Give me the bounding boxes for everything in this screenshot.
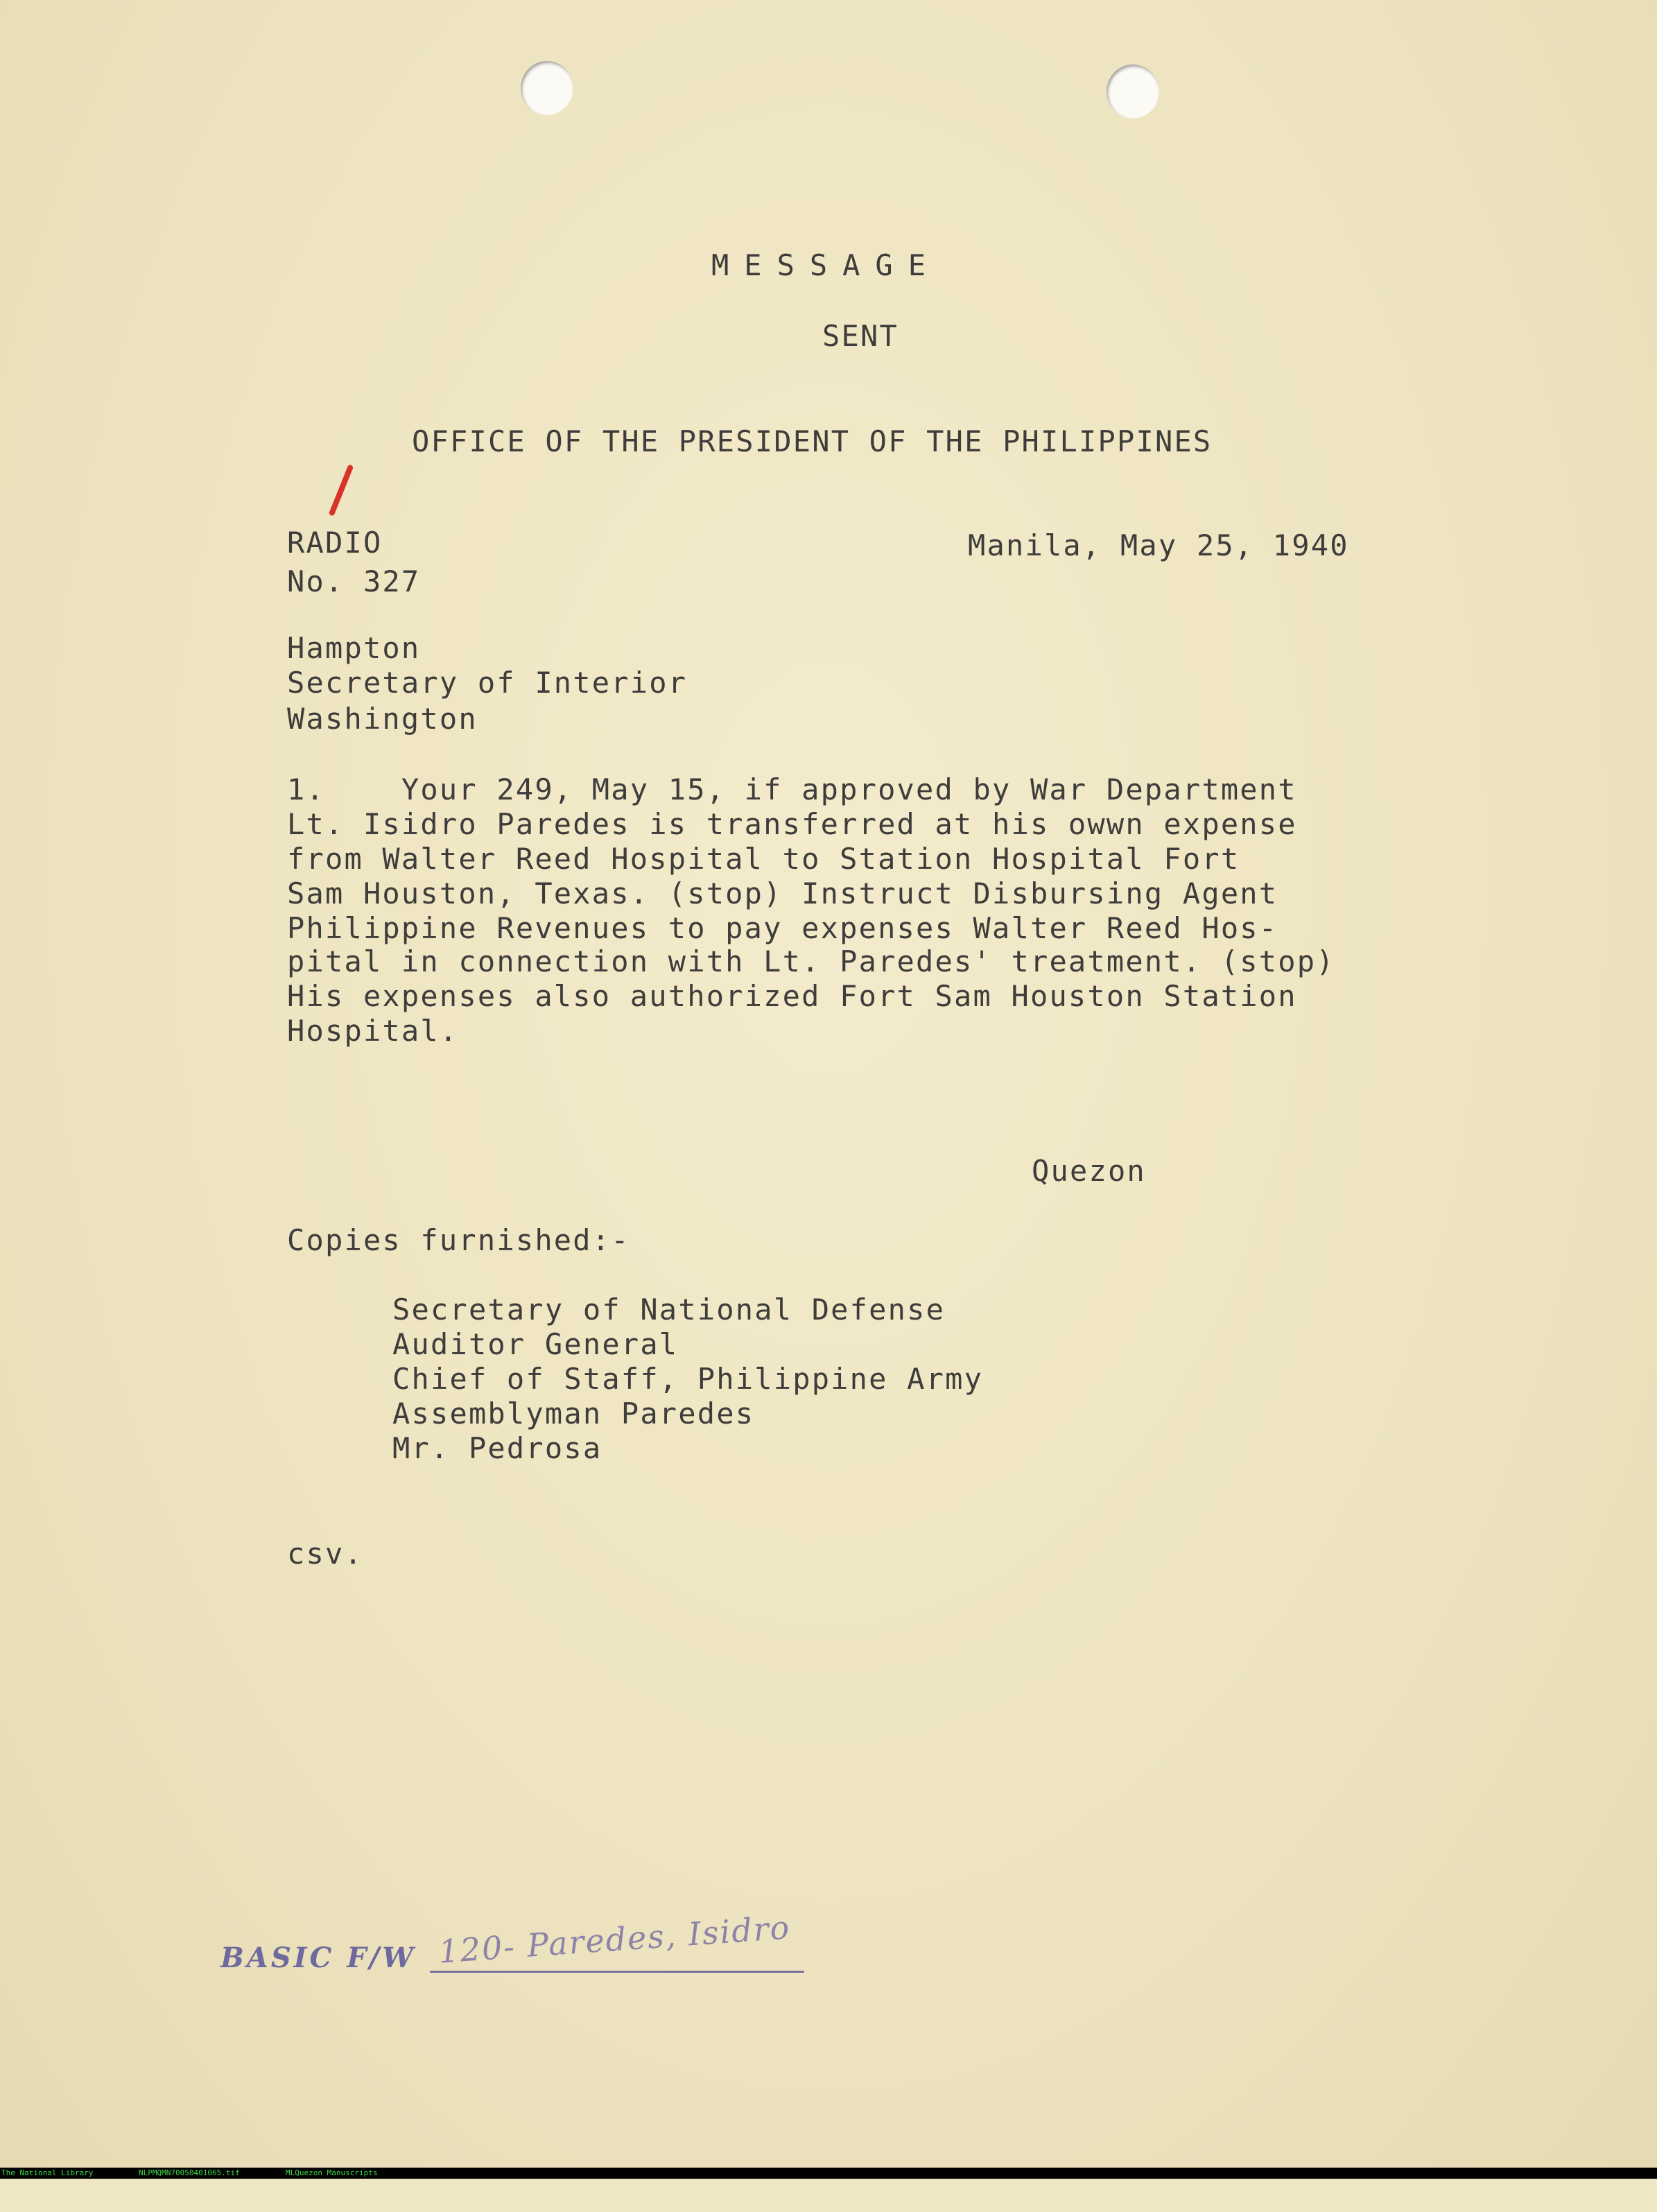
radio-number: No. 327 [287, 564, 421, 598]
typist-initials: csv. [287, 1537, 363, 1571]
body-line: Lt. Isidro Paredes is transferred at his owwn expense [287, 807, 1297, 841]
stamp-underline [430, 1971, 804, 1973]
signature: Quezon [1032, 1154, 1146, 1188]
place-date: Manila, May 25, 1940 [968, 528, 1349, 562]
body-line: from Walter Reed Hospital to Station Hospital Fort [287, 842, 1240, 876]
body-line: Hospital. [287, 1014, 459, 1048]
footer-file: NLPMQMN70050401065.tif [139, 2168, 240, 2177]
copy-recipient: Mr. Pedrosa [392, 1431, 602, 1465]
office-heading: OFFICE OF THE PRESIDENT OF THE PHILIPPINES [412, 424, 1213, 458]
footer-collection: MLQuezon Manuscripts [286, 2168, 378, 2177]
punch-hole-right [1107, 64, 1159, 119]
handwritten-file-note: 120- Paredes, Isidro [437, 1908, 792, 1971]
copy-recipient: Assemblyman Paredes [392, 1397, 755, 1431]
punch-hole-left [521, 61, 573, 115]
body-line: His expenses also authorized Fort Sam Houston Station [287, 979, 1297, 1013]
scan-footer [0, 2168, 1657, 2179]
body-line: 1. Your 249, May 15, if approved by War Department [287, 772, 1297, 806]
body-line: Sam Houston, Texas. (stop) Instruct Disbursing Agent [287, 876, 1278, 910]
copy-recipient: Chief of Staff, Philippine Army [392, 1362, 984, 1396]
copies-heading: Copies furnished:- [287, 1223, 630, 1257]
copy-recipient: Auditor General [392, 1327, 679, 1361]
addressee-city: Washington [287, 702, 478, 736]
body-line: pital in connection with Lt. Paredes' treatment. (stop) [287, 944, 1335, 978]
red-check-mark [329, 464, 354, 516]
message-title: MESSAGE [711, 248, 942, 282]
footer-library: The National Library [1, 2168, 94, 2177]
sent-label: SENT [822, 319, 899, 353]
addressee-name: Hampton [287, 631, 421, 665]
file-stamp: BASIC F/W [220, 1942, 417, 1974]
addressee-title: Secretary of Interior [287, 666, 688, 700]
copy-recipient: Secretary of National Defense [392, 1293, 946, 1327]
radio-label: RADIO [287, 526, 383, 560]
body-line: Philippine Revenues to pay expenses Walter Reed Hos- [287, 911, 1278, 945]
